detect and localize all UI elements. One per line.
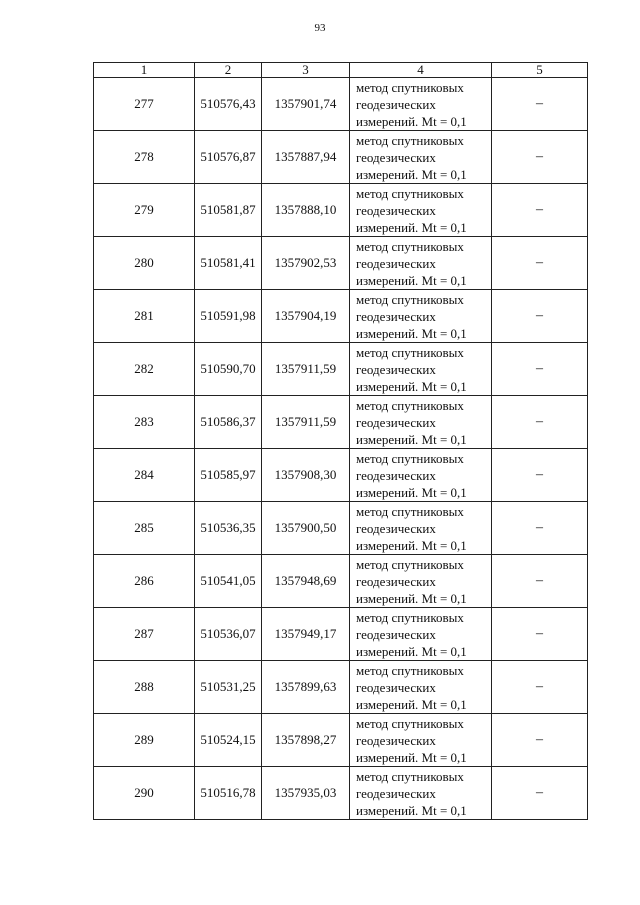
table-row [94, 237, 588, 290]
method-text-line: геодезических [356, 785, 436, 801]
method-text-line: метод спутниковых [356, 185, 464, 201]
note-cell: – [492, 502, 588, 555]
x-coordinate-cell: 510590,70 [195, 343, 262, 396]
method-text-line: геодезических [356, 520, 436, 536]
coordinates-table [93, 62, 588, 820]
note-cell: – [492, 449, 588, 502]
x-coordinate-cell: 510576,43 [195, 78, 262, 131]
method-cell [350, 237, 492, 290]
method-text-line: геодезических [356, 96, 436, 112]
table-body [94, 78, 588, 820]
method-cell [350, 608, 492, 661]
x-coordinate-cell: 510581,87 [195, 184, 262, 237]
note-cell: – [492, 131, 588, 184]
method-text-line: измерений. Mt = 0,1 [356, 749, 467, 765]
column-header: 5 [492, 63, 588, 78]
method-text-line: метод спутниковых [356, 556, 464, 572]
page-number: 93 [314, 22, 326, 34]
method-text-line: метод спутниковых [356, 450, 464, 466]
y-coordinate-cell: 1357908,30 [262, 449, 350, 502]
point-number-cell: 283 [94, 396, 195, 449]
method-text-line: метод спутниковых [356, 132, 464, 148]
table-row [94, 184, 588, 237]
method-text-line: метод спутниковых [356, 344, 464, 360]
x-coordinate-cell: 510524,15 [195, 714, 262, 767]
method-text-line: измерений. Mt = 0,1 [356, 325, 467, 341]
point-number-cell: 277 [94, 78, 195, 131]
note-cell: – [492, 237, 588, 290]
x-coordinate-cell: 510576,87 [195, 131, 262, 184]
table-row [94, 608, 588, 661]
method-text-line: измерений. Mt = 0,1 [356, 272, 467, 288]
table-row [94, 714, 588, 767]
table-row [94, 661, 588, 714]
method-text-line: измерений. Mt = 0,1 [356, 537, 467, 553]
table-row [94, 343, 588, 396]
point-number-cell: 281 [94, 290, 195, 343]
method-text-line: метод спутниковых [356, 397, 464, 413]
point-number-cell: 284 [94, 449, 195, 502]
y-coordinate-cell: 1357911,59 [262, 343, 350, 396]
method-text-line: измерений. Mt = 0,1 [356, 113, 467, 129]
method-text-line: геодезических [356, 414, 436, 430]
point-number-cell: 289 [94, 714, 195, 767]
note-cell: – [492, 290, 588, 343]
method-text-line: метод спутниковых [356, 503, 464, 519]
note-cell: – [492, 396, 588, 449]
point-number-cell: 290 [94, 767, 195, 820]
method-text-line: измерений. Mt = 0,1 [356, 802, 467, 818]
note-cell: – [492, 78, 588, 131]
table-row [94, 78, 588, 131]
y-coordinate-cell: 1357935,03 [262, 767, 350, 820]
y-coordinate-cell: 1357900,50 [262, 502, 350, 555]
method-text-line: метод спутниковых [356, 715, 464, 731]
method-text-line: метод спутниковых [356, 238, 464, 254]
method-cell [350, 502, 492, 555]
point-number-cell: 278 [94, 131, 195, 184]
x-coordinate-cell: 510531,25 [195, 661, 262, 714]
y-coordinate-cell: 1357948,69 [262, 555, 350, 608]
method-text-line: метод спутниковых [356, 291, 464, 307]
table-row [94, 449, 588, 502]
method-cell [350, 661, 492, 714]
y-coordinate-cell: 1357902,53 [262, 237, 350, 290]
note-cell: – [492, 767, 588, 820]
method-text-line: метод спутниковых [356, 662, 464, 678]
method-text-line: геодезических [356, 626, 436, 642]
note-cell: – [492, 608, 588, 661]
method-cell [350, 449, 492, 502]
method-text-line: геодезических [356, 361, 436, 377]
method-text-line: геодезических [356, 308, 436, 324]
method-text-line: измерений. Mt = 0,1 [356, 219, 467, 235]
note-cell: – [492, 555, 588, 608]
method-text-line: измерений. Mt = 0,1 [356, 431, 467, 447]
table-row [94, 396, 588, 449]
method-text-line: геодезических [356, 573, 436, 589]
method-cell [350, 555, 492, 608]
column-header: 2 [195, 63, 262, 78]
x-coordinate-cell: 510581,41 [195, 237, 262, 290]
method-cell [350, 184, 492, 237]
method-text-line: измерений. Mt = 0,1 [356, 696, 467, 712]
y-coordinate-cell: 1357898,27 [262, 714, 350, 767]
method-cell [350, 78, 492, 131]
method-text-line: геодезических [356, 467, 436, 483]
table-row [94, 290, 588, 343]
note-cell: – [492, 343, 588, 396]
point-number-cell: 287 [94, 608, 195, 661]
x-coordinate-cell: 510585,97 [195, 449, 262, 502]
y-coordinate-cell: 1357888,10 [262, 184, 350, 237]
method-text-line: метод спутниковых [356, 768, 464, 784]
point-number-cell: 286 [94, 555, 195, 608]
method-text-line: геодезических [356, 149, 436, 165]
y-coordinate-cell: 1357901,74 [262, 78, 350, 131]
method-cell [350, 767, 492, 820]
table-row [94, 131, 588, 184]
method-cell [350, 290, 492, 343]
method-cell [350, 131, 492, 184]
point-number-cell: 279 [94, 184, 195, 237]
y-coordinate-cell: 1357904,19 [262, 290, 350, 343]
table-row [94, 555, 588, 608]
y-coordinate-cell: 1357911,59 [262, 396, 350, 449]
method-text-line: измерений. Mt = 0,1 [356, 166, 467, 182]
column-header: 1 [94, 63, 195, 78]
method-text-line: измерений. Mt = 0,1 [356, 643, 467, 659]
x-coordinate-cell: 510516,78 [195, 767, 262, 820]
table-header-row [94, 63, 588, 78]
x-coordinate-cell: 510591,98 [195, 290, 262, 343]
point-number-cell: 285 [94, 502, 195, 555]
note-cell: – [492, 661, 588, 714]
table-row [94, 767, 588, 820]
point-number-cell: 280 [94, 237, 195, 290]
note-cell: – [492, 184, 588, 237]
x-coordinate-cell: 510541,05 [195, 555, 262, 608]
method-text-line: геодезических [356, 255, 436, 271]
method-cell [350, 714, 492, 767]
x-coordinate-cell: 510536,07 [195, 608, 262, 661]
y-coordinate-cell: 1357899,63 [262, 661, 350, 714]
column-header: 3 [262, 63, 350, 78]
x-coordinate-cell: 510536,35 [195, 502, 262, 555]
method-text-line: измерений. Mt = 0,1 [356, 590, 467, 606]
point-number-cell: 282 [94, 343, 195, 396]
y-coordinate-cell: 1357887,94 [262, 131, 350, 184]
method-text-line: измерений. Mt = 0,1 [356, 484, 467, 500]
y-coordinate-cell: 1357949,17 [262, 608, 350, 661]
column-header: 4 [350, 63, 492, 78]
method-cell [350, 396, 492, 449]
method-text-line: геодезических [356, 732, 436, 748]
point-number-cell: 288 [94, 661, 195, 714]
method-text-line: геодезических [356, 679, 436, 695]
method-text-line: метод спутниковых [356, 79, 464, 95]
table-row [94, 502, 588, 555]
method-text-line: геодезических [356, 202, 436, 218]
method-cell [350, 343, 492, 396]
x-coordinate-cell: 510586,37 [195, 396, 262, 449]
method-text-line: метод спутниковых [356, 609, 464, 625]
method-text-line: измерений. Mt = 0,1 [356, 378, 467, 394]
note-cell: – [492, 714, 588, 767]
